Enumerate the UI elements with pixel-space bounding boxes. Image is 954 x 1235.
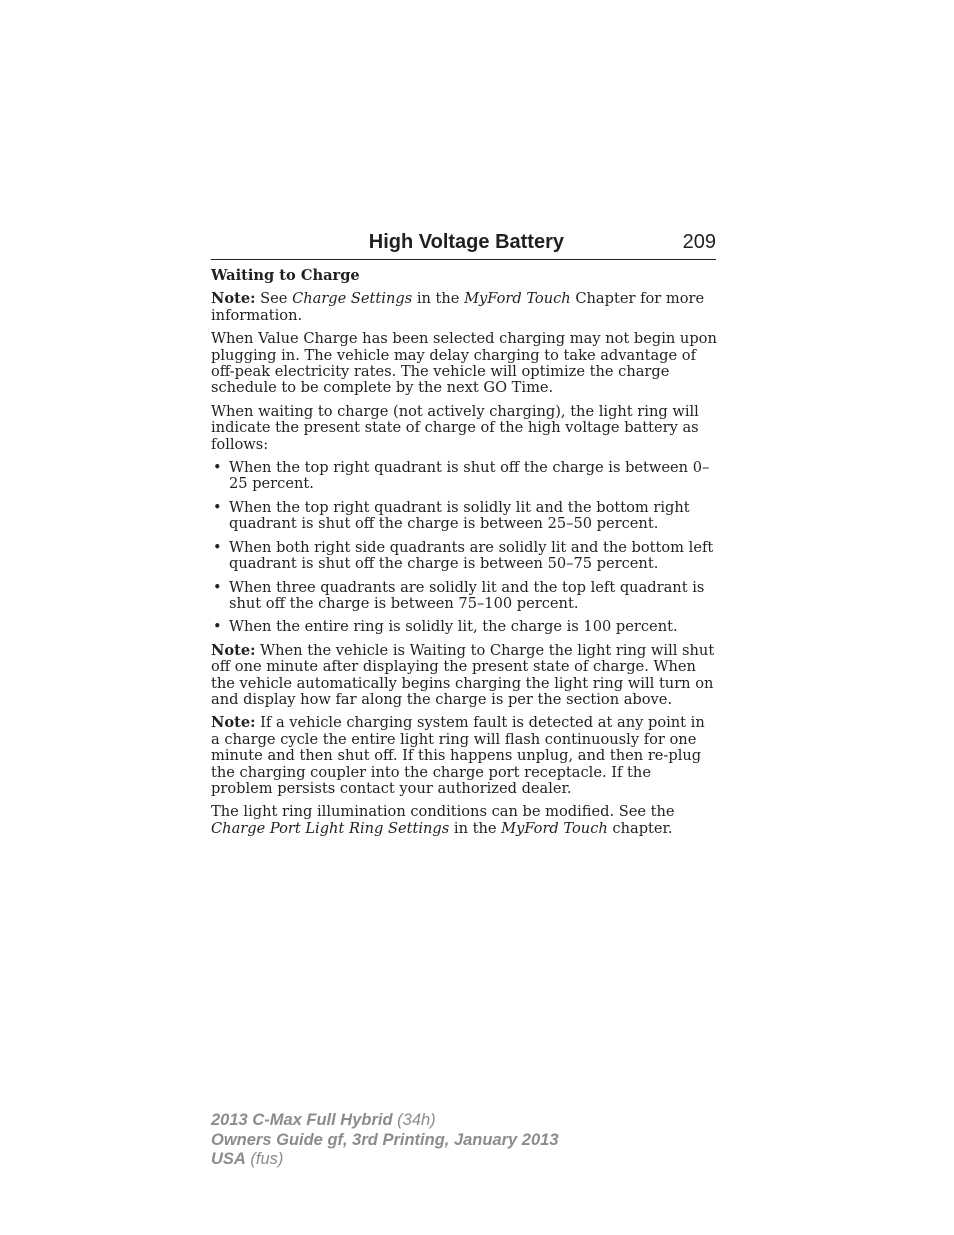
list-item: • When the top right quadrant is solidly lit and the bottom right quadrant is shut off the charge is between 25–50 percent. bbox=[211, 500, 717, 533]
footer-market: USA bbox=[211, 1150, 246, 1168]
light-ring-intro-paragraph: When waiting to charge (not actively charging), the light ring will indicate the present state of charge of the high voltage battery as follows: bbox=[211, 402, 699, 453]
value-charge-paragraph: When Value Charge has been selected charging may not begin upon plugging in. The vehicle may delay charging to take advantage of off-peak electricity rates. The vehicle will optimize the charge schedule to be complete by the next GO Time. bbox=[211, 330, 717, 397]
footer-line-printing bbox=[211, 1131, 559, 1151]
chapter-title: High Voltage Battery bbox=[368, 231, 564, 253]
state-of-charge-list bbox=[211, 460, 717, 636]
paragraph-text: chapter. bbox=[607, 819, 673, 837]
note-text: in the bbox=[412, 290, 465, 308]
note-charge-settings bbox=[211, 291, 717, 324]
note-text: When the vehicle is Waiting to Charge the light ring will shut off one minute after displaying the present state of charge. When the vehicle automatically begins charging the light ring will turn on and display how far along the charge is per the section above. bbox=[211, 641, 715, 708]
list-item: • When three quadrants are solidly lit and the top left quadrant is shut off the charge is between 75–100 percent. bbox=[211, 580, 717, 613]
section-heading: Waiting to Charge bbox=[211, 267, 360, 284]
list-item: • When the top right quadrant is shut off the charge is between 0–25 percent. bbox=[211, 460, 717, 493]
myford-touch-reference: MyFord Touch bbox=[501, 819, 608, 837]
myford-touch-reference: MyFord Touch bbox=[464, 290, 571, 308]
note-text: Chapter for more information. bbox=[211, 290, 705, 324]
note-charging-fault bbox=[211, 715, 717, 797]
note-text: If a vehicle charging system fault is detected at any point in a charge cycle the entire light ring will flash continuously for one minute and then shut off. If this happens unplug, and then re-plug the charging coupler into the charge port receptacle. If the problem persists contact your authorized dealer. bbox=[211, 714, 705, 797]
paragraph-text: The light ring illumination conditions can be modified. See the bbox=[211, 803, 675, 821]
footer-line-model bbox=[211, 1111, 559, 1131]
light-ring-settings-reference: Charge Port Light Ring Settings bbox=[211, 819, 450, 837]
note-label: Note: bbox=[211, 714, 256, 732]
page-number: 209 bbox=[682, 231, 716, 253]
page-footer bbox=[211, 1111, 559, 1170]
footer-model: 2013 C-Max Full Hybrid bbox=[211, 1111, 393, 1129]
list-item: • When both right side quadrants are solidly lit and the bottom left quadrant is shut off the charge is between 50–75 percent. bbox=[211, 540, 717, 573]
list-item: • When the entire ring is solidly lit, the charge is 100 percent. bbox=[211, 619, 717, 635]
footer-line-market bbox=[211, 1150, 559, 1170]
note-waiting-to-charge bbox=[211, 643, 717, 709]
note-text: See bbox=[255, 290, 293, 308]
note-label: Note: bbox=[211, 641, 256, 659]
footer-printing: Owners Guide gf, 3rd Printing, January 2013 bbox=[211, 1130, 559, 1149]
footer-market-code: (fus) bbox=[245, 1150, 284, 1168]
charge-settings-reference: Charge Settings bbox=[292, 290, 413, 308]
paragraph-text: in the bbox=[449, 819, 502, 837]
note-label: Note: bbox=[211, 290, 256, 308]
footer-model-code: (34h) bbox=[392, 1111, 436, 1129]
page-header bbox=[211, 228, 716, 260]
page-content bbox=[211, 268, 717, 844]
light-ring-settings-paragraph bbox=[211, 804, 717, 837]
